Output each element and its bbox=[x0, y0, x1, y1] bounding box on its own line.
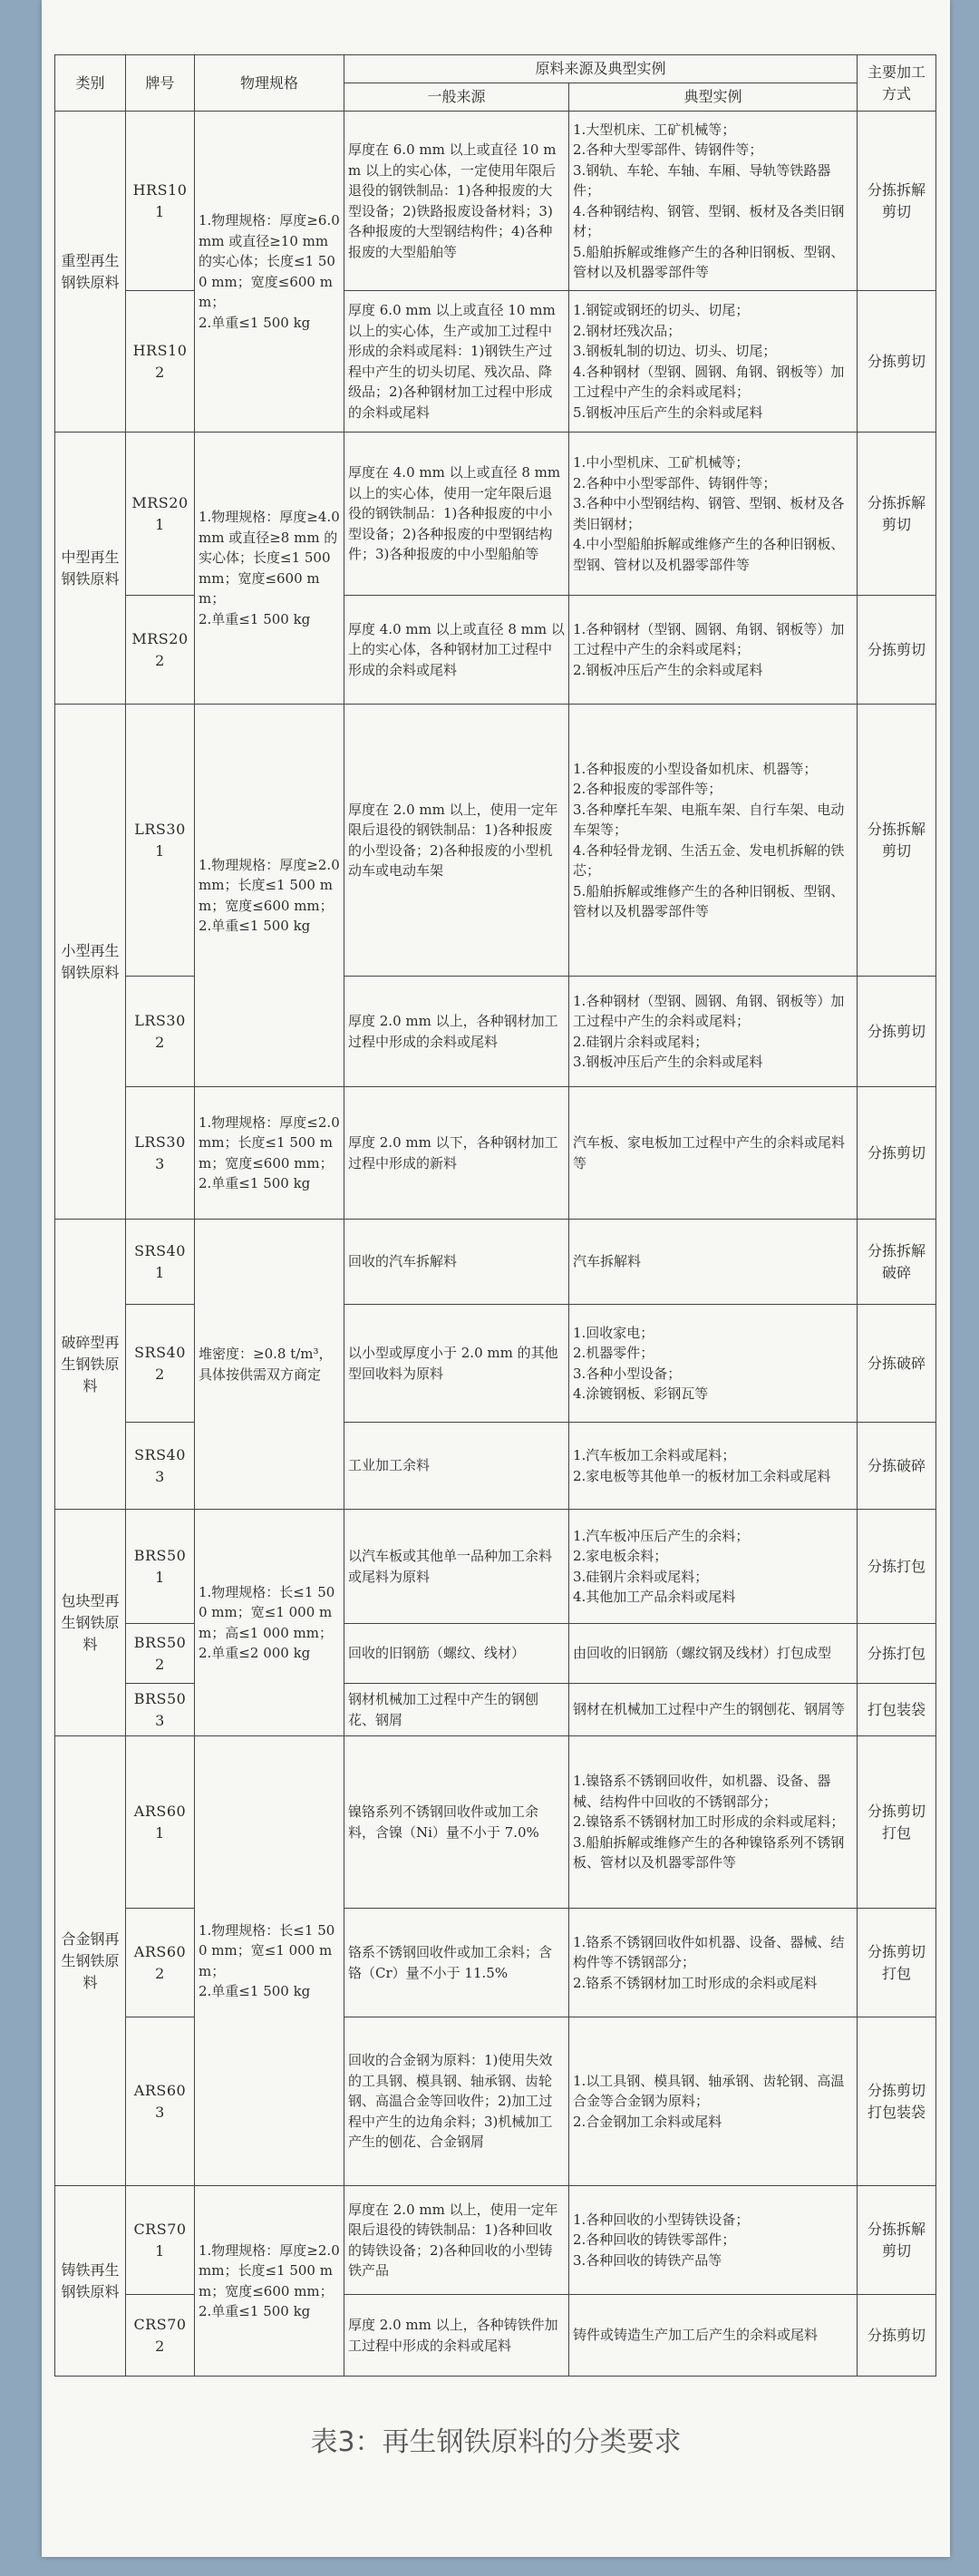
process-cell: 分拣破碎 bbox=[858, 1305, 936, 1423]
header-general-source: 一般来源 bbox=[344, 83, 569, 112]
process-cell: 分拣破碎 bbox=[858, 1423, 936, 1510]
physical-spec-cell: 1.物理规格：厚度≥4.0 mm 或直径≥8 mm 的实心体；长度≤1 500 mm；宽度≤600 mm； 2.单重≤1 500 kg bbox=[195, 433, 344, 705]
table-row bbox=[55, 705, 936, 977]
general-source-cell: 以小型或厚度小于 2.0 mm 的其他型回收料为原料 bbox=[344, 1305, 569, 1423]
grade-cell: ARS602 bbox=[126, 1909, 195, 2017]
table-row bbox=[55, 2295, 936, 2377]
general-source-cell: 厚度 2.0 mm 以下，各种钢材加工过程中形成的新料 bbox=[344, 1087, 569, 1220]
category-cell: 小型再生钢铁原料 bbox=[55, 705, 126, 1220]
general-source-cell: 厚度 6.0 mm 以上或直径 10 mm以上的实心体，生产或加工过程中形成的余料或尾料：1)钢铁生产过程中产生的切头切尾、残次品、降级品；2)各种钢材加工过程中形成的余料或尾料 bbox=[344, 291, 569, 433]
grade-cell: HRS102 bbox=[126, 291, 195, 433]
typical-example-cell: 1.中小型机床、工矿机械等； 2.各种中小型零部件、铸钢件等； 3.各种中小型钢结构、钢管、型钢、板材及各类旧钢材； 4.中小型船舶拆解或维修产生的各种旧钢板、型钢、管材以及机器零部件等 bbox=[569, 433, 858, 596]
grade-cell: CRS702 bbox=[126, 2295, 195, 2377]
classification-table bbox=[54, 54, 936, 2377]
table-row bbox=[55, 1624, 936, 1684]
typical-example-cell: 由回收的旧钢筋（螺纹钢及线材）打包成型 bbox=[569, 1624, 858, 1684]
header-physical-spec: 物理规格 bbox=[195, 55, 344, 112]
table-row bbox=[55, 1423, 936, 1510]
category-cell: 铸铁再生钢铁原料 bbox=[55, 2186, 126, 2377]
category-cell: 破碎型再生钢铁原料 bbox=[55, 1220, 126, 1510]
physical-spec-cell: 1.物理规格：厚度≥2.0 mm；长度≤1 500 mm；宽度≤600 mm； 2.单重≤1 500 kg bbox=[195, 2186, 344, 2377]
typical-example-cell: 1.回收家电； 2.机器零件； 3.各种小型设备； 4.涂镀钢板、彩钢瓦等 bbox=[569, 1305, 858, 1423]
header-typical-example: 典型实例 bbox=[569, 83, 858, 112]
grade-cell: CRS701 bbox=[126, 2186, 195, 2295]
grade-cell: LRS302 bbox=[126, 977, 195, 1087]
header-row-1 bbox=[55, 55, 936, 83]
physical-spec-cell: 1.物理规格：厚度≥2.0 mm；长度≤1 500 mm；宽度≤600 mm； 2.单重≤1 500 kg bbox=[195, 705, 344, 1087]
grade-cell: SRS402 bbox=[126, 1305, 195, 1423]
typical-example-cell: 1.汽车板冲压后产生的余料； 2.家电板余料； 3.硅钢片余料或尾料； 4.其他加工产品余料或尾料 bbox=[569, 1510, 858, 1624]
header-raw-material: 原料来源及典型实例 bbox=[344, 55, 858, 83]
typical-example-cell: 1.各种报废的小型设备如机床、机器等； 2.各种报废的零部件等； 3.各种摩托车架、电瓶车架、自行车架、电动车架等； 4.各种轻骨龙钢、生活五金、发电机拆解的铁芯； 5.船舶拆解或维修产生的各种旧钢板、型钢、管材以及机器零部件等 bbox=[569, 705, 858, 977]
table-row bbox=[55, 2186, 936, 2295]
typical-example-cell: 1.各种钢材（型钢、圆钢、角钢、钢板等）加工过程中产生的余料或尾料； 2.硅钢片余料或尾料； 3.钢板冲压后产生的余料或尾料 bbox=[569, 977, 858, 1087]
table-row bbox=[55, 1220, 936, 1305]
process-cell: 分拣剪切打包 bbox=[858, 1736, 936, 1909]
process-cell: 分拣剪切 bbox=[858, 977, 936, 1087]
typical-example-cell: 1.各种回收的小型铸铁设备； 2.各种回收的铸铁零部件； 3.各种回收的铸铁产品等 bbox=[569, 2186, 858, 2295]
grade-cell: ARS601 bbox=[126, 1736, 195, 1909]
general-source-cell: 铬系不锈钢回收件或加工余料；含铬（Cr）量不小于 11.5% bbox=[344, 1909, 569, 2017]
general-source-cell: 镍铬系列不锈钢回收件或加工余料，含镍（Ni）量不小于 7.0% bbox=[344, 1736, 569, 1909]
table-row bbox=[55, 1684, 936, 1736]
general-source-cell: 回收的合金钢为原料：1)使用失效的工具钢、模具钢、轴承钢、齿轮钢、高温合金等回收件；2)加工过程中产生的边角余料；3)机械加工产生的刨花、合金钢屑 bbox=[344, 2017, 569, 2186]
grade-cell: BRS501 bbox=[126, 1510, 195, 1624]
table-row bbox=[55, 1087, 936, 1220]
table-row bbox=[55, 2017, 936, 2186]
table-row bbox=[55, 1510, 936, 1624]
typical-example-cell: 汽车板、家电板加工过程中产生的余料或尾料等 bbox=[569, 1087, 858, 1220]
general-source-cell: 厚度在 4.0 mm 以上或直径 8 mm以上的实心体，使用一定年限后退役的钢铁制品：1)各种报废的中小型设备；2)各种报废的中型钢结构件；3)各种报废的中小型船舶等 bbox=[344, 433, 569, 596]
physical-spec-cell: 1.物理规格：厚度≥6.0 mm 或直径≥10 mm的实心体；长度≤1 500 mm；宽度≤600 mm； 2.单重≤1 500 kg bbox=[195, 112, 344, 433]
general-source-cell: 厚度在 2.0 mm 以上，使用一定年限后退役的钢铁制品：1)各种报废的小型设备；2)各种报废的小型机动车或电动车架 bbox=[344, 705, 569, 977]
document-sheet bbox=[42, 0, 950, 2557]
process-cell: 分拣剪切打包 bbox=[858, 1909, 936, 2017]
category-cell: 合金钢再生钢铁原料 bbox=[55, 1736, 126, 2186]
typical-example-cell: 汽车拆解料 bbox=[569, 1220, 858, 1305]
process-cell: 分拣剪切 bbox=[858, 2295, 936, 2377]
grade-cell: LRS303 bbox=[126, 1087, 195, 1220]
grade-cell: BRS502 bbox=[126, 1624, 195, 1684]
general-source-cell: 厚度 2.0 mm 以上，各种钢材加工过程中形成的余料或尾料 bbox=[344, 977, 569, 1087]
grade-cell: ARS603 bbox=[126, 2017, 195, 2186]
general-source-cell: 工业加工余料 bbox=[344, 1423, 569, 1510]
category-cell: 包块型再生钢铁原料 bbox=[55, 1510, 126, 1736]
grade-cell: LRS301 bbox=[126, 705, 195, 977]
typical-example-cell: 1.大型机床、工矿机械等； 2.各种大型零部件、铸钢件等； 3.钢轨、车轮、车轴、车厢、导轨等铁路器件； 4.各种钢结构、钢管、型钢、板材及各类旧钢材； 5.船舶拆解或维修产生的各种旧钢板、型钢、管材以及机器零部件等 bbox=[569, 112, 858, 291]
grade-cell: MRS201 bbox=[126, 433, 195, 596]
grade-cell: MRS202 bbox=[126, 596, 195, 705]
typical-example-cell: 1.镍铬系不锈钢回收件，如机器、设备、器械、结构件中回收的不锈钢部分； 2.镍铬系不锈钢材加工时形成的余料或尾料； 3.船舶拆解或维修产生的各种镍铬系列不锈钢板、管材以及机器零部件等 bbox=[569, 1736, 858, 1909]
typical-example-cell: 铸件或铸造生产加工后产生的余料或尾料 bbox=[569, 2295, 858, 2377]
header-category: 类别 bbox=[55, 55, 126, 112]
process-cell: 分拣剪切 bbox=[858, 596, 936, 705]
process-cell: 分拣剪切 bbox=[858, 291, 936, 433]
grade-cell: SRS403 bbox=[126, 1423, 195, 1510]
category-cell: 重型再生钢铁原料 bbox=[55, 112, 126, 433]
table-row bbox=[55, 1305, 936, 1423]
table-row bbox=[55, 977, 936, 1087]
typical-example-cell: 1.以工具钢、模具钢、轴承钢、齿轮钢、高温合金等合金钢为原料； 2.合金钢加工余料或尾料 bbox=[569, 2017, 858, 2186]
table-row bbox=[55, 291, 936, 433]
physical-spec-cell: 堆密度：≥0.8 t/m³，具体按供需双方商定 bbox=[195, 1220, 344, 1510]
general-source-cell: 厚度在 2.0 mm 以上，使用一定年限后退役的铸铁制品：1)各种回收的铸铁设备；2)各种回收的小型铸铁产品 bbox=[344, 2186, 569, 2295]
process-cell: 分拣拆解剪切 bbox=[858, 433, 936, 596]
general-source-cell: 回收的汽车拆解料 bbox=[344, 1220, 569, 1305]
table-row bbox=[55, 433, 936, 596]
table-caption: 表3：再生钢铁原料的分类要求 bbox=[310, 2426, 682, 2458]
typical-example-cell: 1.铬系不锈钢回收件如机器、设备、器械、结构件等不锈钢部分； 2.铬系不锈钢材加工时形成的余料或尾料 bbox=[569, 1909, 858, 2017]
typical-example-cell: 1.各种钢材（型钢、圆钢、角钢、钢板等）加工过程中产生的余料或尾料； 2.钢板冲压后产生的余料或尾料 bbox=[569, 596, 858, 705]
table-row bbox=[55, 1736, 936, 1909]
process-cell: 分拣剪切 bbox=[858, 1087, 936, 1220]
general-source-cell: 厚度 4.0 mm 以上或直径 8 mm 以上的实心体，各种钢材加工过程中形成的余料或尾料 bbox=[344, 596, 569, 705]
table-row bbox=[55, 596, 936, 705]
table-row bbox=[55, 1909, 936, 2017]
grade-cell: HRS101 bbox=[126, 112, 195, 291]
process-cell: 分拣拆解剪切 bbox=[858, 2186, 936, 2295]
physical-spec-cell: 1.物理规格：长≤1 500 mm；宽≤1 000 mm； 2.单重≤1 500 kg bbox=[195, 1736, 344, 2186]
process-cell: 打包装袋 bbox=[858, 1684, 936, 1736]
process-cell: 分拣拆解剪切 bbox=[858, 705, 936, 977]
physical-spec-cell: 1.物理规格：长≤1 500 mm；宽≤1 000 mm；高≤1 000 mm； 2.单重≤2 000 kg bbox=[195, 1510, 344, 1736]
process-cell: 分拣拆解剪切 bbox=[858, 112, 936, 291]
physical-spec-cell: 1.物理规格：厚度≤2.0 mm；长度≤1 500 mm；宽度≤600 mm； 2.单重≤1 500 kg bbox=[195, 1087, 344, 1220]
header-main-process: 主要加工方式 bbox=[858, 55, 936, 112]
process-cell: 分拣剪切打包装袋 bbox=[858, 2017, 936, 2186]
process-cell: 分拣打包 bbox=[858, 1624, 936, 1684]
general-source-cell: 回收的旧钢筋（螺纹、线材） bbox=[344, 1624, 569, 1684]
process-cell: 分拣拆解破碎 bbox=[858, 1220, 936, 1305]
typical-example-cell: 钢材在机械加工过程中产生的钢刨花、钢屑等 bbox=[569, 1684, 858, 1736]
general-source-cell: 厚度 2.0 mm 以上，各种铸铁件加工过程中形成的余料或尾料 bbox=[344, 2295, 569, 2377]
grade-cell: BRS503 bbox=[126, 1684, 195, 1736]
category-cell: 中型再生钢铁原料 bbox=[55, 433, 126, 705]
header-grade: 牌号 bbox=[126, 55, 195, 112]
grade-cell: SRS401 bbox=[126, 1220, 195, 1305]
typical-example-cell: 1.钢锭或钢坯的切头、切尾； 2.钢材坯残次品； 3.钢板轧制的切边、切头、切尾； 4.各种钢材（型钢、圆钢、角钢、钢板等）加工过程中产生的余料或尾料； 5.钢板冲压后产生的余料或尾料 bbox=[569, 291, 858, 433]
typical-example-cell: 1.汽车板加工余料或尾料； 2.家电板等其他单一的板材加工余料或尾料 bbox=[569, 1423, 858, 1510]
general-source-cell: 钢材机械加工过程中产生的钢刨花、钢屑 bbox=[344, 1684, 569, 1736]
general-source-cell: 厚度在 6.0 mm 以上或直径 10 mm 以上的实心体，一定使用年限后退役的钢铁制品：1)各种报废的大型设备；2)铁路报废设备材料；3)各种报废的大型钢结构件；4)各种报废的大型船舶等 bbox=[344, 112, 569, 291]
general-source-cell: 以汽车板或其他单一品种加工余料或尾料为原料 bbox=[344, 1510, 569, 1624]
process-cell: 分拣打包 bbox=[858, 1510, 936, 1624]
table-row bbox=[55, 112, 936, 291]
